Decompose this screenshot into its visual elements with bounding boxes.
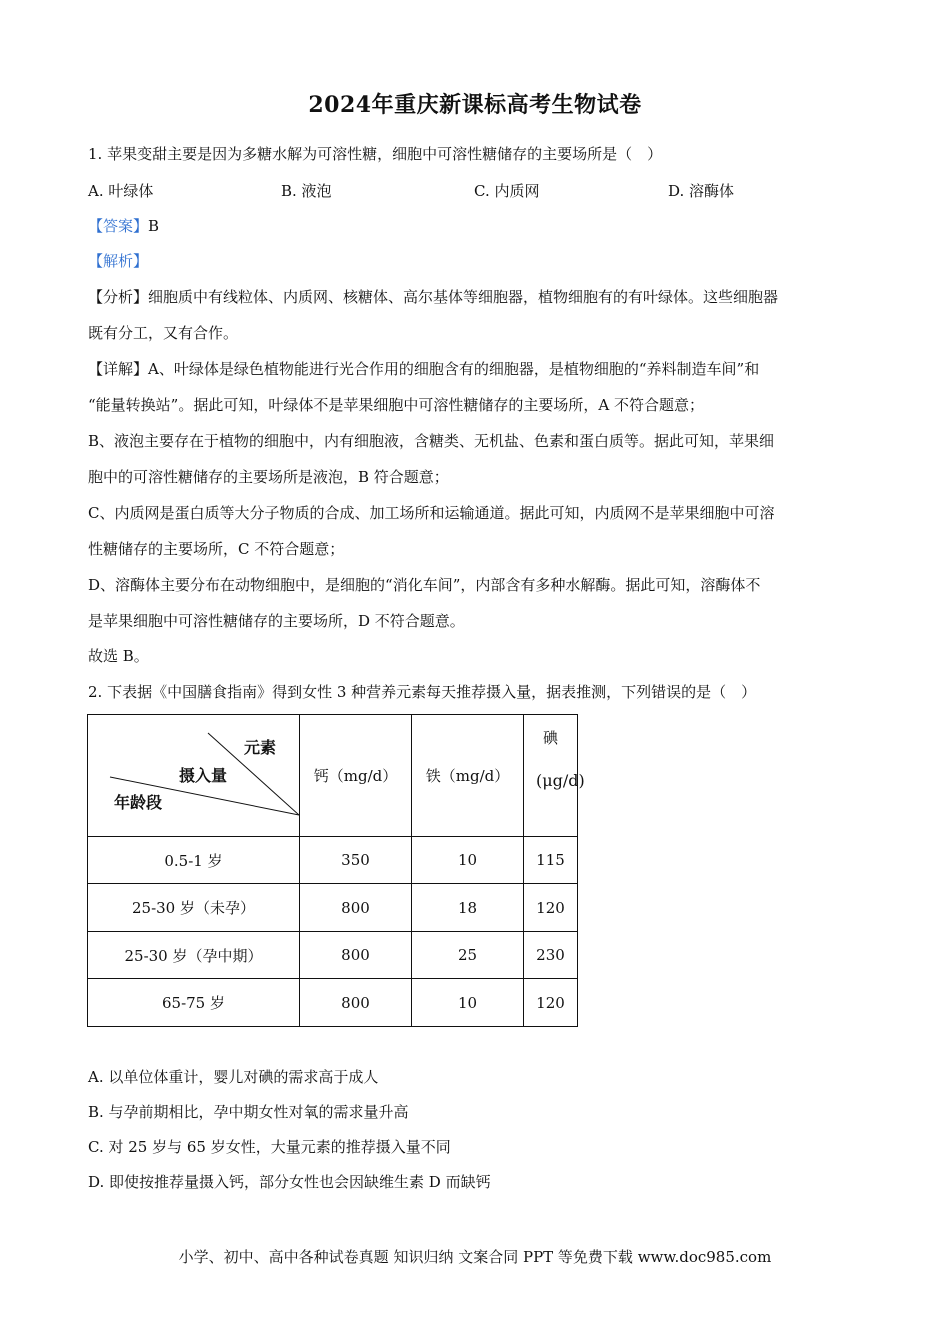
q1-answer (88, 215, 159, 237)
table-row (88, 837, 578, 884)
nutrient-table (87, 714, 585, 1027)
xiangjie-c-line-2: 性糖储存的主要场所，C 不符合题意； (88, 540, 345, 558)
q1-option-c: C. 内质网 (474, 182, 540, 200)
col-header-iodine (524, 715, 585, 837)
iron-cell: 18 (412, 884, 524, 932)
age-cell: 25-30 岁（孕中期） (88, 932, 300, 979)
corner-intake-label: 摄入量 (179, 766, 228, 785)
xiangjie-d-line-2: 是苹果细胞中可溶性糖储存的主要场所，D 不符合题意。 (88, 612, 465, 630)
q2-option-a: A. 以单位体重计，婴儿对碘的需求高于成人 (88, 1068, 379, 1086)
iodine-unit: (μg/d) (536, 771, 585, 790)
fenxi-line-1 (88, 286, 778, 308)
col-header-calcium: 钙（mg/d） (300, 715, 412, 837)
corner-element-label: 元素 (244, 738, 277, 757)
age-cell: 65-75 岁 (88, 979, 300, 1027)
xiangjie-a-line-2: “能量转换站”。据此可知，叶绿体不是苹果细胞中可溶性糖储存的主要场所，A 不符合题意； (88, 396, 704, 414)
q2-option-b: B. 与孕前期相比，孕中期女性对氧的需求量升高 (88, 1103, 409, 1121)
fenxi-tag: 【分析】 (88, 288, 149, 306)
xiangjie-tag: 【详解】 (88, 360, 149, 378)
age-cell: 25-30 岁（未孕） (88, 884, 300, 932)
xiangjie-a-text: A、叶绿体是绿色植物能进行光合作用的细胞含有的细胞器，是植物细胞的“养料制造车间”和 (148, 360, 760, 378)
q1-option-d: D. 溶酶体 (668, 182, 735, 200)
iodine-name: 碘 (542, 729, 558, 747)
calcium-cell: 800 (300, 979, 412, 1027)
iodine-cell: 115 (524, 837, 578, 884)
answer-tag: 【答案】 (88, 217, 149, 235)
table-row (88, 884, 578, 932)
iron-cell: 10 (412, 837, 524, 884)
xiangjie-line-1 (88, 358, 759, 380)
age-cell: 0.5-1 岁 (88, 837, 300, 884)
xiangjie-b-line-2: 胞中的可溶性糖储存的主要场所是液泡，B 符合题意； (88, 468, 449, 486)
fenxi-text: 细胞质中有线粒体、内质网、核糖体、高尔基体等细胞器，植物细胞有的有叶绿体。这些细胞器 (148, 288, 779, 306)
q2-option-d: D. 即使按推荐量摄入钙，部分女性也会因缺维生素 D 而缺钙 (88, 1173, 491, 1191)
calcium-cell: 800 (300, 884, 412, 932)
calcium-cell: 350 (300, 837, 412, 884)
xiangjie-d-line-1: D、溶酶体主要分布在动物细胞中，是细胞的“消化车间”，内部含有多种水解酶。据此可知，溶酶体不 (88, 576, 761, 594)
q1-option-b: B. 液泡 (281, 182, 332, 200)
answer-value: B (148, 217, 160, 235)
q2-option-c: C. 对 25 岁与 65 岁女性，大量元素的推荐摄入量不同 (88, 1138, 451, 1156)
corner-age-label: 年龄段 (114, 793, 163, 812)
xiangjie-c-line-1: C、内质网是蛋白质等大分子物质的合成、加工场所和运输通道。据此可知，内质网不是苹果细胞中可溶 (88, 504, 775, 522)
table-row (88, 932, 578, 979)
iodine-cell: 230 (524, 932, 578, 979)
page-footer: 小学、初中、高中各种试卷真题 知识归纳 文案合同 PPT 等免费下载 www.doc985.com (178, 1248, 772, 1266)
analysis-tag: 【解析】 (88, 252, 149, 270)
calcium-cell: 800 (300, 932, 412, 979)
page-title: 2024年重庆新课标高考生物试卷 (308, 92, 642, 118)
iron-cell: 25 (412, 932, 524, 979)
q1-conclusion: 故选 B。 (88, 647, 149, 665)
iodine-cell: 120 (524, 884, 578, 932)
xiangjie-b-line-1: B、液泡主要存在于植物的细胞中，内有细胞液，含糖类、无机盐、色素和蛋白质等。据此可知，苹果细 (88, 432, 775, 450)
iodine-cell: 120 (524, 979, 578, 1027)
table-row (88, 979, 578, 1027)
table-header-row (88, 715, 578, 837)
q1-option-a: A. 叶绿体 (88, 182, 154, 200)
col-header-iron: 铁（mg/d） (412, 715, 524, 837)
q2-stem: 2. 下表据《中国膳食指南》得到女性 3 种营养元素每天推荐摄入量，据表推测，下列错误的是（ ） (88, 683, 757, 701)
corner-header-cell (88, 715, 300, 837)
fenxi-line-2: 既有分工，又有合作。 (88, 324, 239, 342)
iron-cell: 10 (412, 979, 524, 1027)
q1-stem: 1. 苹果变甜主要是因为多糖水解为可溶性糖，细胞中可溶性糖储存的主要场所是（ ） (88, 145, 663, 163)
